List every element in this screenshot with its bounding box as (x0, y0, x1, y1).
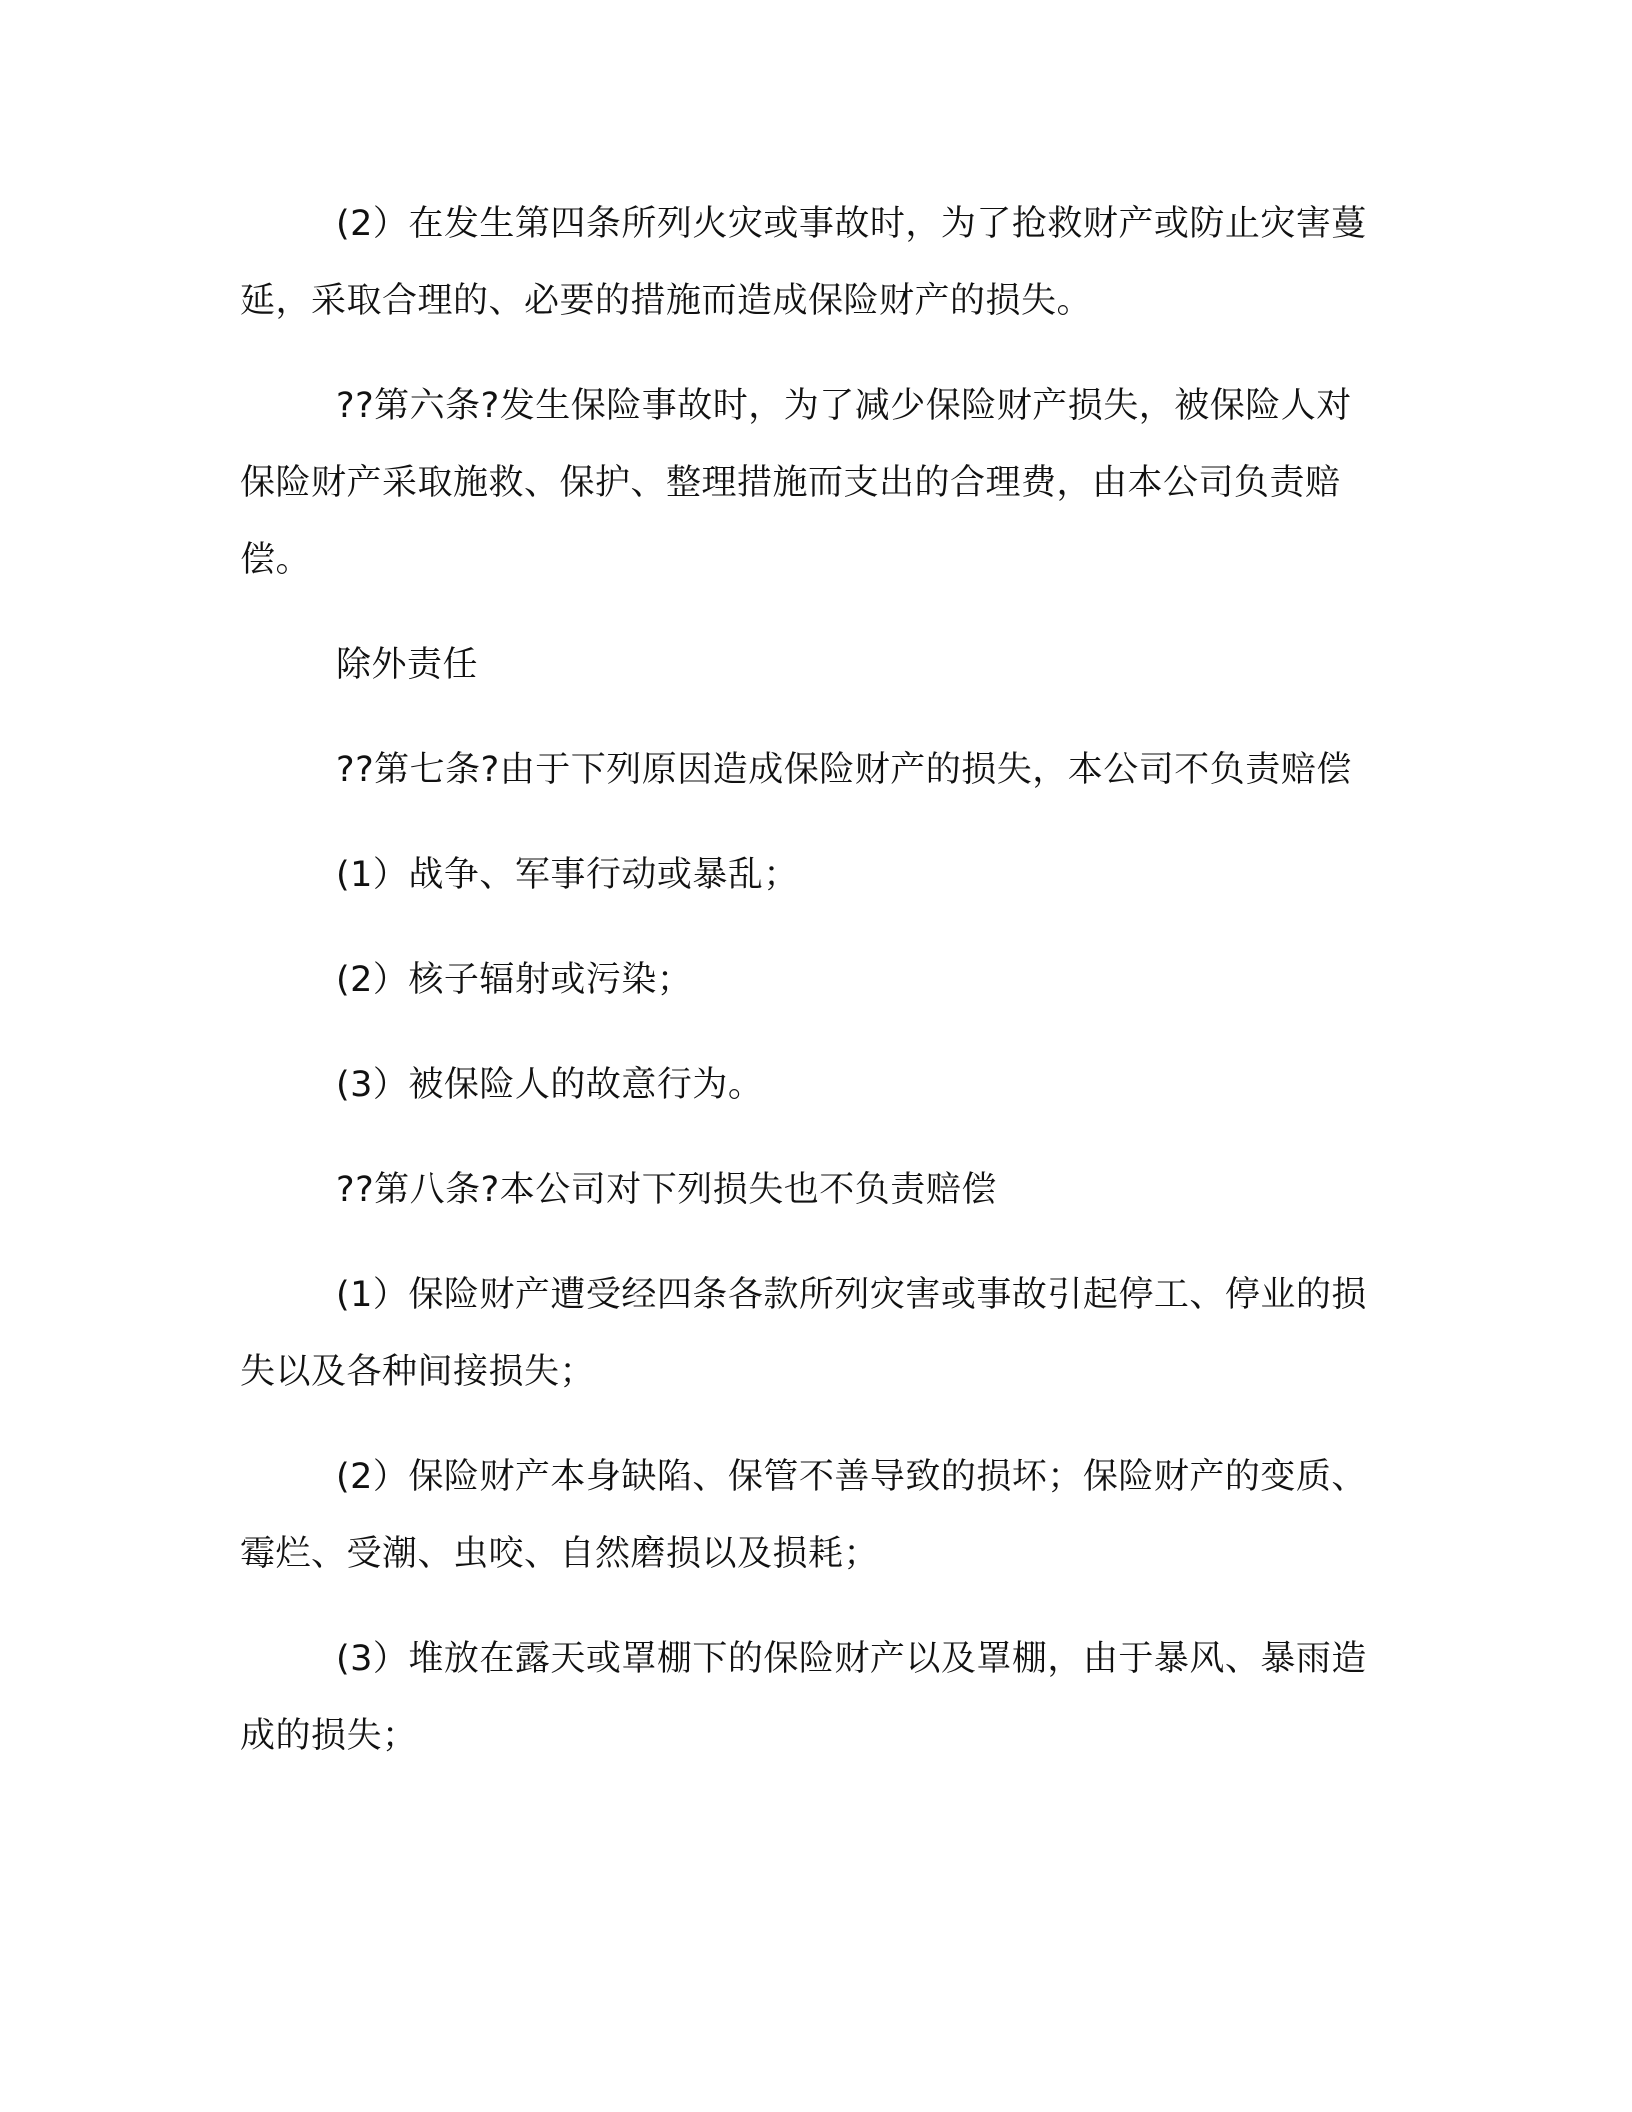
paragraph-article-8: ??第八条?本公司对下列损失也不负责赔偿 (336, 1170, 997, 1210)
paragraph-article-7-item-1: (1）战争、军事行动或暴乱； (336, 855, 799, 895)
paragraph-article-7-item-2: (2）核子辐射或污染； (336, 960, 693, 1000)
paragraph-article-6: ??第六条?发生保险事故时，为了减少保险财产损失，被保险人对保险财产采取施救、保护、整理措施而支出的合理费，由本公司负责赔偿。 (240, 386, 1352, 580)
document-body (240, 186, 1380, 1803)
paragraph-article-7-item-3: (3）被保险人的故意行为。 (336, 1065, 764, 1105)
paragraph-article-7: ??第七条?由于下列原因造成保险财产的损失，本公司不负责赔偿 (336, 750, 1352, 790)
paragraph-article-8-item-3: (3）堆放在露天或罩棚下的保险财产以及罩棚，由于暴风、暴雨造成的损失； (240, 1639, 1367, 1756)
paragraph-clause-5-item-2: (2）在发生第四条所列火灾或事故时，为了抢救财产或防止灾害蔓延，采取合理的、必要的措施而造成保险财产的损失。 (240, 204, 1367, 321)
paragraph-article-8-item-1: (1）保险财产遭受经四条各款所列灾害或事故引起停工、停业的损失以及各种间接损失； (240, 1275, 1367, 1392)
paragraph-article-8-item-2: (2）保险财产本身缺陷、保管不善导致的损坏；保险财产的变质、霉烂、受潮、虫咬、自然磨损以及损耗； (240, 1457, 1367, 1574)
section-heading-exclusions: 除外责任 (336, 645, 479, 685)
